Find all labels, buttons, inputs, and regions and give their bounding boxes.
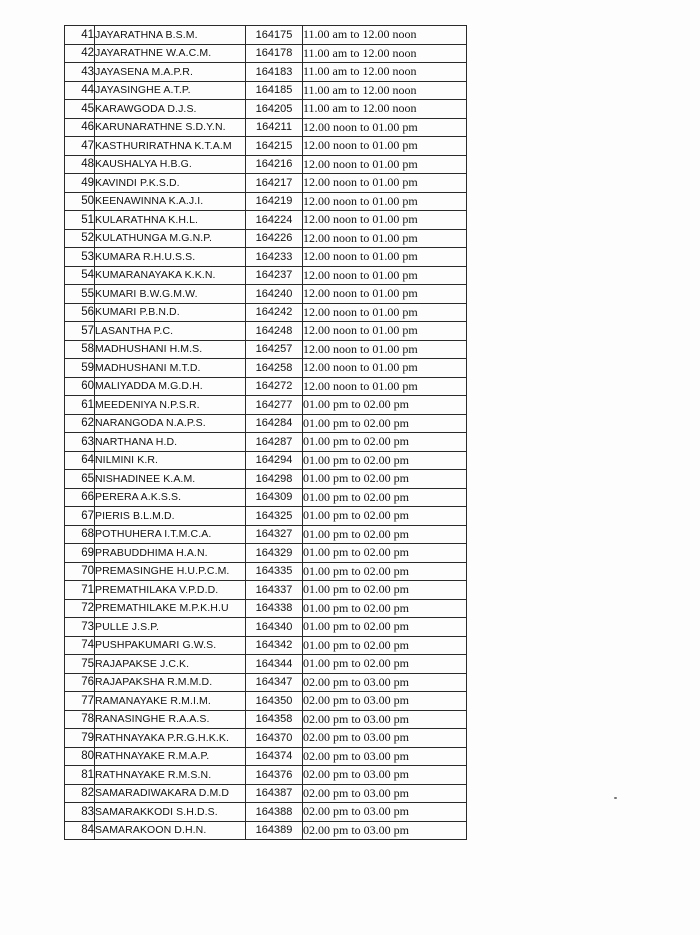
candidate-name: JAYARATHNA B.S.M. [95, 26, 246, 45]
candidate-id: 164183 [246, 63, 303, 82]
table-row [65, 433, 467, 452]
time-slot: 12.00 noon to 01.00 pm [303, 155, 467, 174]
row-number: 45 [65, 100, 95, 119]
time-slot: 12.00 noon to 01.00 pm [303, 285, 467, 304]
candidate-name: PIERIS B.L.M.D. [95, 507, 246, 526]
candidate-name: NARANGODA N.A.P.S. [95, 414, 246, 433]
candidate-name: KUMARI P.B.N.D. [95, 303, 246, 322]
time-slot: 01.00 pm to 02.00 pm [303, 488, 467, 507]
table-row [65, 81, 467, 100]
table-row [65, 507, 467, 526]
candidate-id: 164178 [246, 44, 303, 63]
row-number: 76 [65, 673, 95, 692]
candidate-id: 164257 [246, 340, 303, 359]
table-row [65, 488, 467, 507]
row-number: 43 [65, 63, 95, 82]
candidate-name: PULLE J.S.P. [95, 618, 246, 637]
candidate-name: JAYARATHNE W.A.C.M. [95, 44, 246, 63]
candidate-id: 164240 [246, 285, 303, 304]
candidate-name: MADHUSHANI H.M.S. [95, 340, 246, 359]
row-number: 79 [65, 729, 95, 748]
candidate-id: 164211 [246, 118, 303, 137]
time-slot: 01.00 pm to 02.00 pm [303, 414, 467, 433]
time-slot: 01.00 pm to 02.00 pm [303, 636, 467, 655]
time-slot: 01.00 pm to 02.00 pm [303, 544, 467, 563]
candidate-id: 164340 [246, 618, 303, 637]
table-row [65, 359, 467, 378]
row-number: 81 [65, 766, 95, 785]
candidate-id: 164185 [246, 81, 303, 100]
candidate-id: 164224 [246, 211, 303, 230]
time-slot: 02.00 pm to 03.00 pm [303, 747, 467, 766]
row-number: 74 [65, 636, 95, 655]
time-slot: 12.00 noon to 01.00 pm [303, 118, 467, 137]
row-number: 56 [65, 303, 95, 322]
candidate-id: 164358 [246, 710, 303, 729]
time-slot: 01.00 pm to 02.00 pm [303, 525, 467, 544]
time-slot: 12.00 noon to 01.00 pm [303, 377, 467, 396]
row-number: 55 [65, 285, 95, 304]
candidate-id: 164309 [246, 488, 303, 507]
row-number: 73 [65, 618, 95, 637]
time-slot: 12.00 noon to 01.00 pm [303, 174, 467, 193]
table-row [65, 451, 467, 470]
candidate-name: KAVINDI P.K.S.D. [95, 174, 246, 193]
time-slot: 12.00 noon to 01.00 pm [303, 137, 467, 156]
table-row [65, 63, 467, 82]
candidate-id: 164370 [246, 729, 303, 748]
candidate-id: 164242 [246, 303, 303, 322]
candidate-name: RANASINGHE R.A.A.S. [95, 710, 246, 729]
candidate-id: 164237 [246, 266, 303, 285]
table-row [65, 192, 467, 211]
table-row [65, 766, 467, 785]
row-number: 49 [65, 174, 95, 193]
time-slot: 01.00 pm to 02.00 pm [303, 451, 467, 470]
row-number: 46 [65, 118, 95, 137]
time-slot: 12.00 noon to 01.00 pm [303, 303, 467, 322]
table-row [65, 784, 467, 803]
row-number: 72 [65, 599, 95, 618]
row-number: 61 [65, 396, 95, 415]
candidate-id: 164277 [246, 396, 303, 415]
row-number: 70 [65, 562, 95, 581]
candidate-id: 164248 [246, 322, 303, 341]
row-number: 47 [65, 137, 95, 156]
table-row [65, 821, 467, 840]
table-row [65, 266, 467, 285]
candidate-name: RAJAPAKSE J.C.K. [95, 655, 246, 674]
table-row [65, 322, 467, 341]
candidate-id: 164294 [246, 451, 303, 470]
row-number: 50 [65, 192, 95, 211]
time-slot: 12.00 noon to 01.00 pm [303, 192, 467, 211]
table-row [65, 340, 467, 359]
table-row [65, 285, 467, 304]
candidate-id: 164215 [246, 137, 303, 156]
candidate-id: 164226 [246, 229, 303, 248]
table-row [65, 655, 467, 674]
time-slot: 11.00 am to 12.00 noon [303, 44, 467, 63]
row-number: 58 [65, 340, 95, 359]
table-row [65, 211, 467, 230]
time-slot: 02.00 pm to 03.00 pm [303, 784, 467, 803]
candidate-id: 164335 [246, 562, 303, 581]
candidate-name: JAYASENA M.A.P.R. [95, 63, 246, 82]
row-number: 59 [65, 359, 95, 378]
candidate-name: KUMARANAYAKA K.K.N. [95, 266, 246, 285]
candidate-name: SAMARADIWAKARA D.M.D [95, 784, 246, 803]
row-number: 66 [65, 488, 95, 507]
candidate-name: KUMARA R.H.U.S.S. [95, 248, 246, 267]
candidate-name: POTHUHERA I.T.M.C.A. [95, 525, 246, 544]
row-number: 84 [65, 821, 95, 840]
candidate-name: RAMANAYAKE R.M.I.M. [95, 692, 246, 711]
candidate-name: MALIYADDA M.G.D.H. [95, 377, 246, 396]
time-slot: 11.00 am to 12.00 noon [303, 100, 467, 119]
candidate-name: KASTHURIRATHNA K.T.A.M [95, 137, 246, 156]
time-slot: 01.00 pm to 02.00 pm [303, 396, 467, 415]
row-number: 64 [65, 451, 95, 470]
table-row [65, 747, 467, 766]
candidate-id: 164389 [246, 821, 303, 840]
time-slot: 01.00 pm to 02.00 pm [303, 599, 467, 618]
table-row [65, 229, 467, 248]
table-row [65, 44, 467, 63]
candidate-id: 164205 [246, 100, 303, 119]
time-slot: 11.00 am to 12.00 noon [303, 81, 467, 100]
time-slot: 01.00 pm to 02.00 pm [303, 433, 467, 452]
table-row [65, 118, 467, 137]
table-row [65, 137, 467, 156]
row-number: 83 [65, 803, 95, 822]
candidate-name: RATHNAYAKE R.M.A.P. [95, 747, 246, 766]
candidate-id: 164329 [246, 544, 303, 563]
row-number: 69 [65, 544, 95, 563]
time-slot: 02.00 pm to 03.00 pm [303, 710, 467, 729]
row-number: 54 [65, 266, 95, 285]
candidate-id: 164216 [246, 155, 303, 174]
table-row [65, 174, 467, 193]
table-row [65, 26, 467, 45]
row-number: 63 [65, 433, 95, 452]
candidate-id: 164387 [246, 784, 303, 803]
candidate-name: KUMARI B.W.G.M.W. [95, 285, 246, 304]
candidate-id: 164347 [246, 673, 303, 692]
table-row [65, 396, 467, 415]
time-slot: 01.00 pm to 02.00 pm [303, 507, 467, 526]
time-slot: 02.00 pm to 03.00 pm [303, 803, 467, 822]
table-row [65, 581, 467, 600]
table-row [65, 525, 467, 544]
time-slot: 02.00 pm to 03.00 pm [303, 766, 467, 785]
row-number: 44 [65, 81, 95, 100]
candidate-name: SAMARAKOON D.H.N. [95, 821, 246, 840]
candidate-id: 164217 [246, 174, 303, 193]
row-number: 51 [65, 211, 95, 230]
row-number: 53 [65, 248, 95, 267]
table-row [65, 155, 467, 174]
table-row [65, 673, 467, 692]
candidate-name: NILMINI K.R. [95, 451, 246, 470]
table-row [65, 414, 467, 433]
row-number: 75 [65, 655, 95, 674]
candidate-id: 164337 [246, 581, 303, 600]
candidate-id: 164374 [246, 747, 303, 766]
candidate-id: 164298 [246, 470, 303, 489]
candidate-name: RATHNAYAKE R.M.S.N. [95, 766, 246, 785]
time-slot: 11.00 am to 12.00 noon [303, 26, 467, 45]
time-slot: 11.00 am to 12.00 noon [303, 63, 467, 82]
time-slot: 12.00 noon to 01.00 pm [303, 359, 467, 378]
row-number: 78 [65, 710, 95, 729]
candidate-id: 164284 [246, 414, 303, 433]
time-slot: 12.00 noon to 01.00 pm [303, 322, 467, 341]
candidate-id: 164344 [246, 655, 303, 674]
row-number: 67 [65, 507, 95, 526]
candidate-id: 164325 [246, 507, 303, 526]
candidate-name: JAYASINGHE A.T.P. [95, 81, 246, 100]
time-slot: 01.00 pm to 02.00 pm [303, 470, 467, 489]
table-row [65, 100, 467, 119]
candidate-id: 164272 [246, 377, 303, 396]
time-slot: 12.00 noon to 01.00 pm [303, 266, 467, 285]
row-number: 71 [65, 581, 95, 600]
time-slot: 01.00 pm to 02.00 pm [303, 581, 467, 600]
time-slot: 01.00 pm to 02.00 pm [303, 562, 467, 581]
candidate-name: KAUSHALYA H.B.G. [95, 155, 246, 174]
table-row [65, 248, 467, 267]
time-slot: 12.00 noon to 01.00 pm [303, 211, 467, 230]
candidate-id: 164175 [246, 26, 303, 45]
candidate-name: SAMARAKKODI S.H.D.S. [95, 803, 246, 822]
candidate-name: PREMASINGHE H.U.P.C.M. [95, 562, 246, 581]
table-row [65, 599, 467, 618]
candidate-id: 164219 [246, 192, 303, 211]
candidate-name: PUSHPAKUMARI G.W.S. [95, 636, 246, 655]
schedule-table-body [65, 26, 467, 840]
candidate-name: RATHNAYAKA P.R.G.H.K.K. [95, 729, 246, 748]
table-row [65, 692, 467, 711]
candidate-name: PREMATHILAKE M.P.K.H.U [95, 599, 246, 618]
schedule-table [64, 25, 467, 840]
table-row [65, 618, 467, 637]
candidate-name: PRABUDDHIMA H.A.N. [95, 544, 246, 563]
candidate-name: KARUNARATHNE S.D.Y.N. [95, 118, 246, 137]
table-row [65, 470, 467, 489]
row-number: 62 [65, 414, 95, 433]
candidate-name: KARAWGODA D.J.S. [95, 100, 246, 119]
candidate-id: 164327 [246, 525, 303, 544]
scan-speck [614, 797, 617, 799]
time-slot: 12.00 noon to 01.00 pm [303, 248, 467, 267]
row-number: 42 [65, 44, 95, 63]
time-slot: 01.00 pm to 02.00 pm [303, 618, 467, 637]
time-slot: 12.00 noon to 01.00 pm [303, 340, 467, 359]
row-number: 60 [65, 377, 95, 396]
candidate-id: 164287 [246, 433, 303, 452]
candidate-id: 164233 [246, 248, 303, 267]
time-slot: 01.00 pm to 02.00 pm [303, 655, 467, 674]
candidate-id: 164350 [246, 692, 303, 711]
candidate-id: 164338 [246, 599, 303, 618]
row-number: 52 [65, 229, 95, 248]
row-number: 48 [65, 155, 95, 174]
table-row [65, 636, 467, 655]
candidate-id: 164258 [246, 359, 303, 378]
candidate-id: 164342 [246, 636, 303, 655]
row-number: 80 [65, 747, 95, 766]
candidate-name: KULATHUNGA M.G.N.P. [95, 229, 246, 248]
row-number: 82 [65, 784, 95, 803]
table-row [65, 377, 467, 396]
table-row [65, 303, 467, 322]
table-row [65, 803, 467, 822]
time-slot: 02.00 pm to 03.00 pm [303, 692, 467, 711]
time-slot: 12.00 noon to 01.00 pm [303, 229, 467, 248]
table-row [65, 710, 467, 729]
candidate-name: RAJAPAKSHA R.M.M.D. [95, 673, 246, 692]
candidate-name: PREMATHILAKA V.P.D.D. [95, 581, 246, 600]
time-slot: 02.00 pm to 03.00 pm [303, 729, 467, 748]
candidate-id: 164376 [246, 766, 303, 785]
candidate-name: MADHUSHANI M.T.D. [95, 359, 246, 378]
row-number: 41 [65, 26, 95, 45]
candidate-name: NISHADINEE K.A.M. [95, 470, 246, 489]
candidate-id: 164388 [246, 803, 303, 822]
row-number: 57 [65, 322, 95, 341]
table-row [65, 562, 467, 581]
time-slot: 02.00 pm to 03.00 pm [303, 821, 467, 840]
candidate-name: NARTHANA H.D. [95, 433, 246, 452]
time-slot: 02.00 pm to 03.00 pm [303, 673, 467, 692]
candidate-name: LASANTHA P.C. [95, 322, 246, 341]
table-row [65, 544, 467, 563]
candidate-name: MEEDENIYA N.P.S.R. [95, 396, 246, 415]
row-number: 77 [65, 692, 95, 711]
row-number: 65 [65, 470, 95, 489]
candidate-name: PERERA A.K.S.S. [95, 488, 246, 507]
candidate-name: KULARATHNA K.H.L. [95, 211, 246, 230]
row-number: 68 [65, 525, 95, 544]
table-row [65, 729, 467, 748]
candidate-name: KEENAWINNA K.A.J.I. [95, 192, 246, 211]
